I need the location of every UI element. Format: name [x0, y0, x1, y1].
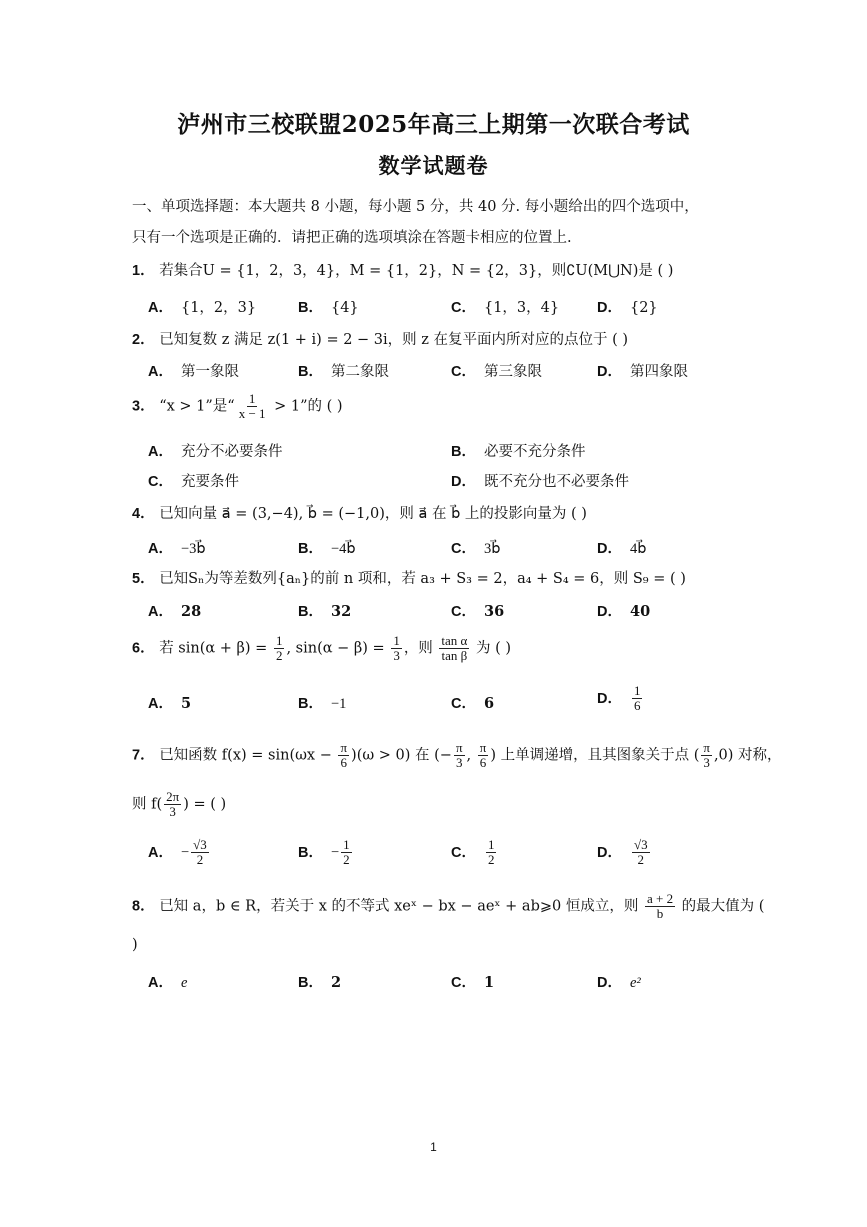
- fraction: $\frac{1}{2}$: [343, 837, 350, 867]
- option-c[interactable]: C． 3b⃗: [451, 541, 501, 557]
- fraction: $\frac{2\pi}{3}$: [166, 789, 180, 819]
- option-d[interactable]: D． 第四象限: [597, 364, 688, 380]
- option-a[interactable]: A． 5: [148, 695, 192, 712]
- option-c[interactable]: C． 6: [451, 695, 495, 712]
- fraction: $\frac{√3}{2}$: [633, 837, 648, 867]
- section-line-1: 一、单项选择题：本大题共 8 小题，每小题 5 分，共 40 分. 每小题给出的四个选项中，: [132, 199, 699, 215]
- question-stem: 已知向量 a⃗ = (3,−4), b⃗ = (−1,0)，则 a⃗ 在 b⃗ 上的投影向量为 ( ): [159, 506, 587, 522]
- question-5: [132, 567, 686, 588]
- fraction: $\frac{\pi}{6}$: [479, 740, 487, 770]
- option-b[interactable]: B． 32: [298, 603, 352, 620]
- question-number: 2．: [132, 332, 155, 348]
- fraction: $\frac{1}{x - 1}$: [238, 391, 266, 421]
- exam-title: 泸州市三校联盟2025年高三上期第一次联合考试: [177, 111, 690, 138]
- option-c[interactable]: C． 1: [451, 974, 495, 991]
- fraction: $\frac{1}{2}$: [275, 633, 283, 663]
- option-b[interactable]: B． − $\frac{1}{2}$: [298, 837, 350, 867]
- option-d[interactable]: D． {2}: [597, 300, 658, 316]
- option-c[interactable]: C． 36: [451, 603, 505, 620]
- option-a[interactable]: A． − $\frac{√3}{2}$: [148, 837, 207, 867]
- question-stem: 若集合U = {1，2，3，4}，M = {1，2}，N = {2，3}，则∁U(M⋃N)是 ( ): [159, 263, 674, 279]
- question-stem-b: > 1”的 ( ): [269, 398, 343, 415]
- question-7: 7． 已知函数 f(x) = sin(ωx − $\frac{\pi}{6}$ )(ω > 0) 在 (− $\frac{\pi}{3}$ , $\frac{\pi}{6}$ ) 上单调递增，且其图象关于点 ( $\frac{\pi}{3}$ ,0) 对称，: [132, 740, 782, 770]
- option-d[interactable]: D． 40: [597, 603, 651, 620]
- option-d[interactable]: D． 4b⃗: [597, 541, 647, 557]
- fraction: $\frac{\pi}{3}$: [455, 740, 463, 770]
- fraction: $\frac{\pi}{6}$: [340, 740, 348, 770]
- option-d[interactable]: D． $\frac{√3}{2}$: [597, 837, 648, 867]
- option-a[interactable]: A． 第一象限: [148, 364, 239, 380]
- question-6: 6． 若 sin(α + β) = $\frac{1}{2}$ , sin(α − β) = $\frac{1}{3}$ ，则 $\frac{\text{tan α}}{\text{tan β}}$ 为 ( ): [132, 633, 512, 663]
- option-c[interactable]: C． $\frac{1}{2}$: [451, 837, 495, 867]
- question-8: 8． 已知 a，b ∈ R，若关于 x 的不等式 xeˣ − bx − aeˣ + ab⩾0 恒成立，则 $\frac{a + 2}{b}$ 的最大值为 (: [132, 891, 765, 921]
- page-number: 1: [430, 1140, 437, 1154]
- question-number: 1．: [132, 263, 155, 279]
- option-c[interactable]: C． {1，3，4}: [451, 300, 560, 316]
- question-1: [132, 259, 673, 280]
- section-line-2: 只有一个选项是正确的．请把正确的选项填涂在答题卡相应的位置上.: [132, 230, 572, 246]
- option-a[interactable]: A． {1，2，3}: [148, 300, 257, 316]
- question-stem: 已知Sₙ为等差数列{aₙ}的前 n 项和，若 a₃ + S₃ = 2，a₄ + S₄ = 6，则 S₉ = ( ): [159, 571, 686, 587]
- fraction: $\frac{1}{3}$: [393, 633, 400, 663]
- question-4: [132, 502, 587, 523]
- fraction: $\frac{1}{2}$: [487, 837, 495, 867]
- question-8-line-2: ): [132, 937, 138, 953]
- question-number: 4．: [132, 506, 155, 522]
- option-a[interactable]: A． 28: [148, 603, 202, 620]
- section-instructions: [132, 192, 744, 254]
- question-number: 3．: [132, 398, 155, 415]
- question-7-line-2: 则 f( $\frac{2\pi}{3}$ ) = ( ): [132, 789, 227, 819]
- question-number: 6．: [132, 640, 155, 657]
- option-b[interactable]: B． {4}: [298, 300, 359, 316]
- option-d[interactable]: D． $\frac{1}{6}$: [597, 683, 641, 713]
- question-stem-a: “x > 1”是“: [159, 398, 235, 415]
- question-3: [132, 392, 343, 421]
- option-b[interactable]: B． 必要不充分条件: [451, 444, 586, 460]
- exam-subtitle: 数学试题卷: [378, 153, 489, 178]
- option-c[interactable]: C． 第三象限: [451, 364, 542, 380]
- option-b[interactable]: B． 第二象限: [298, 364, 389, 380]
- option-a[interactable]: A． 充分不必要条件: [148, 444, 283, 460]
- question-number: 7．: [132, 747, 155, 764]
- fraction: $\frac{a + 2}{b}$: [646, 891, 674, 921]
- fraction: $\frac{√3}{2}$: [193, 837, 207, 867]
- fraction: $\frac{\text{tan α}}{\text{tan β}}$: [441, 633, 468, 663]
- option-d[interactable]: D． 既不充分也不必要条件: [451, 474, 629, 490]
- option-b[interactable]: B． 2: [298, 974, 342, 991]
- question-number: 8．: [132, 898, 155, 915]
- question-2: [132, 328, 628, 349]
- question-stem: 已知复数 z 满足 z(1 + i) = 2 − 3i，则 z 在复平面内所对应的点位于 ( ): [159, 332, 629, 348]
- fraction: $\frac{1}{6}$: [633, 683, 641, 713]
- option-b[interactable]: B． −4b⃗: [298, 541, 356, 557]
- option-c[interactable]: C． 充要条件: [148, 474, 239, 490]
- fraction: $\frac{\pi}{3}$: [703, 740, 710, 770]
- option-d[interactable]: D． e²: [597, 975, 641, 991]
- option-a[interactable]: A． e: [148, 975, 188, 991]
- question-number: 5．: [132, 571, 155, 587]
- option-b[interactable]: B． −1: [298, 696, 347, 712]
- option-a[interactable]: A． −3b⃗: [148, 541, 206, 557]
